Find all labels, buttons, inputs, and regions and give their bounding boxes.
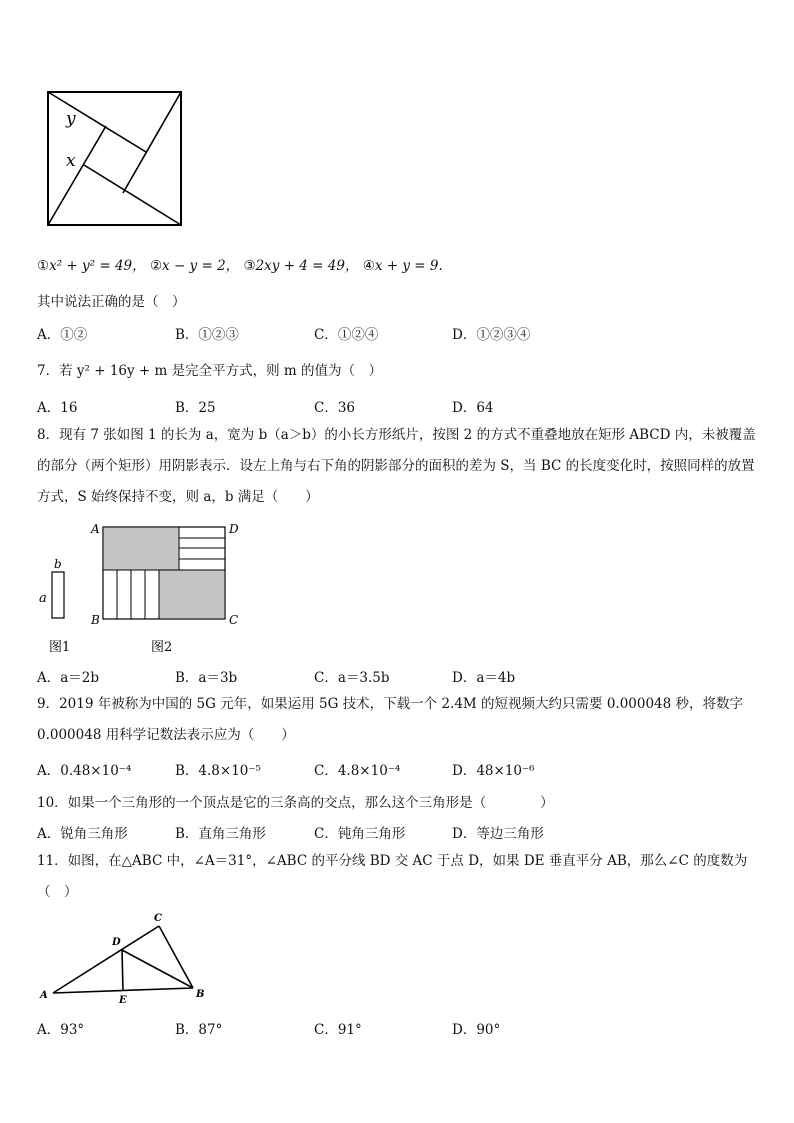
q7-option-d: D．64 <box>452 400 494 416</box>
fig1-label-b: b <box>54 557 62 571</box>
q9-option-a: A．0.48×10⁻⁴ <box>37 763 132 779</box>
q6-stem: 其中说法正确的是（ ） <box>37 294 186 310</box>
shaded-bottom-right <box>159 570 225 619</box>
triangle-figure <box>36 910 216 1006</box>
q8-option-b: B．a＝3b <box>175 670 238 686</box>
q6-option-a: A．①② <box>37 327 88 343</box>
shaded-top-left <box>103 527 179 570</box>
statement-4: x + y = 9. <box>374 258 443 274</box>
q7-stem: 7．若 y² + 16y + m 是完全平方式，则 m 的值为（ ） <box>37 363 382 379</box>
statement-2: x − y = 2， <box>162 258 240 274</box>
q10-option-c: C．钝角三角形 <box>314 826 406 842</box>
q10-option-b: B．直角三角形 <box>175 826 266 842</box>
q9-stem: 9．2019 年被称为中国的 5G 元年，如果运用 5G 技术，下载一个 2.4M 的短视频大约只需要 0.000048 秒，将数字 0.000048 用科学记数法表示应为（ ） <box>37 696 744 743</box>
statement-3-mark: ③ <box>243 258 256 274</box>
q6-option-d: D．①②③④ <box>452 327 531 343</box>
square-figure <box>46 90 186 230</box>
statement-1: x² + y² = 49， <box>49 258 146 274</box>
q7-option-c: C．36 <box>314 400 356 416</box>
label-x: x <box>66 151 76 171</box>
q11-option-a: A．93° <box>37 1022 85 1038</box>
tri-point-e: E <box>119 995 127 1006</box>
fig2-point-a: A <box>91 522 100 536</box>
side-ac <box>53 926 159 993</box>
q10-option-a: A．锐角三角形 <box>37 826 128 842</box>
q9-option-b: B．4.8×10⁻⁵ <box>175 763 261 779</box>
fig2-caption: 图2 <box>151 640 173 655</box>
q8-option-d: D．a＝4b <box>452 670 516 686</box>
statement-1-mark: ① <box>37 258 50 274</box>
q6-option-b: B．①②③ <box>175 327 239 343</box>
statement-4-mark: ④ <box>362 258 375 274</box>
q10-stem: 10．如果一个三角形的一个顶点是它的三条高的交点，那么这个三角形是（ ） <box>37 795 554 811</box>
statements-line <box>37 254 443 274</box>
fig2-point-c: C <box>229 613 239 627</box>
q8-figures <box>34 518 254 658</box>
q6-option-c: C．①②④ <box>314 327 379 343</box>
q11-option-d: D．90° <box>452 1022 501 1038</box>
diag-line-3 <box>84 165 181 225</box>
fig1-label-a: a <box>39 591 47 606</box>
diag-line-1 <box>48 92 146 152</box>
tri-point-c: C <box>154 913 162 924</box>
fig1-caption: 图1 <box>49 640 71 655</box>
q11-stem: 11．如图，在△ABC 中，∠A＝31°，∠ABC 的平分线 BD 交 AC 于点 D，如果 DE 垂直平分 AB，那么∠C 的度数为（ ） <box>37 853 748 900</box>
label-y: y <box>66 109 76 129</box>
q11-option-b: B．87° <box>175 1022 223 1038</box>
tri-point-d: D <box>112 937 121 948</box>
tri-point-a: A <box>40 990 48 1001</box>
tri-point-b: B <box>196 989 205 1000</box>
fig1-rect <box>52 572 64 618</box>
q7-option-a: A．16 <box>37 400 78 416</box>
q9-option-d: D．48×10⁻⁶ <box>452 763 535 779</box>
diag-line-4 <box>48 126 106 225</box>
q8-stem: 8．现有 7 张如图 1 的长为 a，宽为 b（a＞b）的小长方形纸片，按图 2 的方式不重叠地放在矩形 ABCD 内，未被覆盖的部分（两个矩形）用阴影表示．设左上角与右下角的阴影部分的面积的差为 S，当 BC 的长度变化时，按照同样的放置方式，S 始终保持不变，则 a，b 满足（ ） <box>37 427 756 505</box>
statement-2-mark: ② <box>149 258 163 274</box>
q9-option-c: C．4.8×10⁻⁴ <box>314 763 401 779</box>
q7-option-b: B．25 <box>175 400 216 416</box>
fig2-point-b: B <box>91 613 100 627</box>
q11-option-c: C．91° <box>314 1022 362 1038</box>
q8-option-c: C．a＝3.5b <box>314 670 390 686</box>
q10-option-d: D．等边三角形 <box>452 826 544 842</box>
fig2-point-d: D <box>229 522 239 536</box>
segment-de <box>122 950 123 991</box>
q8-option-a: A．a＝2b <box>37 670 100 686</box>
statement-3: 2xy + 4 = 49， <box>255 258 359 274</box>
